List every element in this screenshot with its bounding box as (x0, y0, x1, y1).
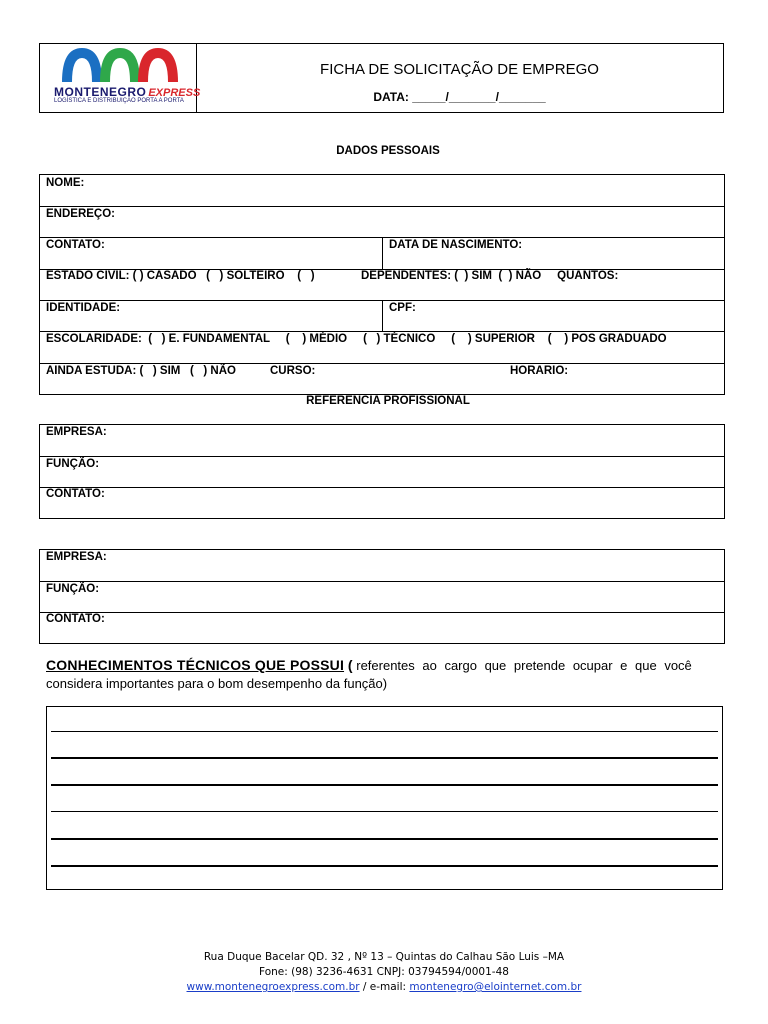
writing-line (51, 865, 718, 867)
email-link[interactable]: montenegro@elointernet.com.br (409, 981, 582, 993)
label-funcao: FUNÇÃO: (46, 583, 100, 595)
label-escolaridade: ESCOLARIDADE: ( ) E. FUNDAMENTAL ( ) MÉDIO ( ) TÉCNICO ( ) SUPERIOR ( ) POS GRADUADO (46, 333, 667, 345)
label-ainda-estuda: AINDA ESTUDA: ( ) SIM ( ) NÃO (46, 365, 236, 377)
row-divider (40, 581, 724, 582)
writing-line (51, 784, 718, 786)
label-dependentes: DEPENDENTES: ( ) SIM ( ) NÃO QUANTOS: (361, 270, 619, 282)
writing-line (51, 838, 718, 840)
label-nome: NOME: (46, 177, 85, 189)
label-empresa: EMPRESA: (46, 426, 107, 438)
row-divider (40, 612, 724, 613)
logo-express: EXPRESS (148, 87, 201, 99)
footer-phone: Fone: (98) 3236-4631 CNPJ: 03794594/0001-48 (259, 966, 509, 978)
knowledge-paren: ( (344, 657, 353, 673)
row-divider (40, 206, 724, 207)
label-funcao: FUNÇÃO: (46, 458, 100, 470)
form-title: FICHA DE SOLICITAÇÃO DE EMPREGO (320, 61, 599, 78)
personal-data-table (39, 174, 725, 395)
label-curso: CURSO: (270, 365, 316, 377)
logo-name: MONTENEGRO (54, 85, 147, 99)
label-cpf: CPF: (389, 302, 416, 314)
form-date: DATA: _____/_______/_______ (373, 90, 546, 104)
writing-line (51, 811, 718, 812)
email-separator: / e-mail: (359, 981, 410, 993)
company-logo (48, 42, 201, 110)
label-data-nascimento: DATA DE NASCIMENTO: (389, 239, 523, 251)
label-empresa: EMPRESA: (46, 551, 107, 563)
website-link[interactable]: www.montenegroexpress.com.br (186, 981, 360, 993)
section-title-personal: DADOS PESSOAIS (336, 145, 440, 157)
writing-line (51, 757, 718, 759)
knowledge-writing-box[interactable] (46, 706, 723, 890)
reference-table-1 (39, 424, 725, 519)
header-box (39, 43, 724, 113)
section-title-professional: REFERENCIA PROFISSIONAL (306, 395, 470, 407)
cell-divider (382, 300, 383, 331)
label-endereco: ENDEREÇO: (46, 208, 116, 220)
row-divider (40, 487, 724, 488)
label-contato: CONTATO: (46, 488, 105, 500)
cell-divider (382, 237, 383, 269)
label-estado-civil: ESTADO CIVIL: ( ) CASADO ( ) SOLTEIRO ( ) (46, 270, 315, 282)
logo-tagline: LOGÍSTICA E DISTRIBUIÇÃO PORTA A PORTA (54, 98, 184, 104)
footer-address: Rua Duque Bacelar QD. 32 , Nº 13 – Quintas do Calhau São Luis –MA (203, 951, 565, 963)
footer-contacts (0, 981, 768, 993)
row-divider (40, 331, 724, 332)
label-contato: CONTATO: (46, 613, 105, 625)
row-divider (40, 456, 724, 457)
knowledge-title: CONHECIMENTOS TÉCNICOS QUE POSSUI (46, 657, 345, 673)
writing-line (51, 731, 718, 732)
knowledge-description-1: referentes ao cargo que pretende ocupar e que você (356, 658, 692, 673)
knowledge-description-2: considera importantes para o bom desempenho da função) (46, 676, 388, 691)
label-contato: CONTATO: (46, 239, 105, 251)
label-horario: HORARIO: (510, 365, 569, 377)
row-divider (40, 363, 724, 364)
knowledge-heading (46, 657, 732, 674)
reference-table-2 (39, 549, 725, 644)
label-identidade: IDENTIDADE: (46, 302, 121, 314)
